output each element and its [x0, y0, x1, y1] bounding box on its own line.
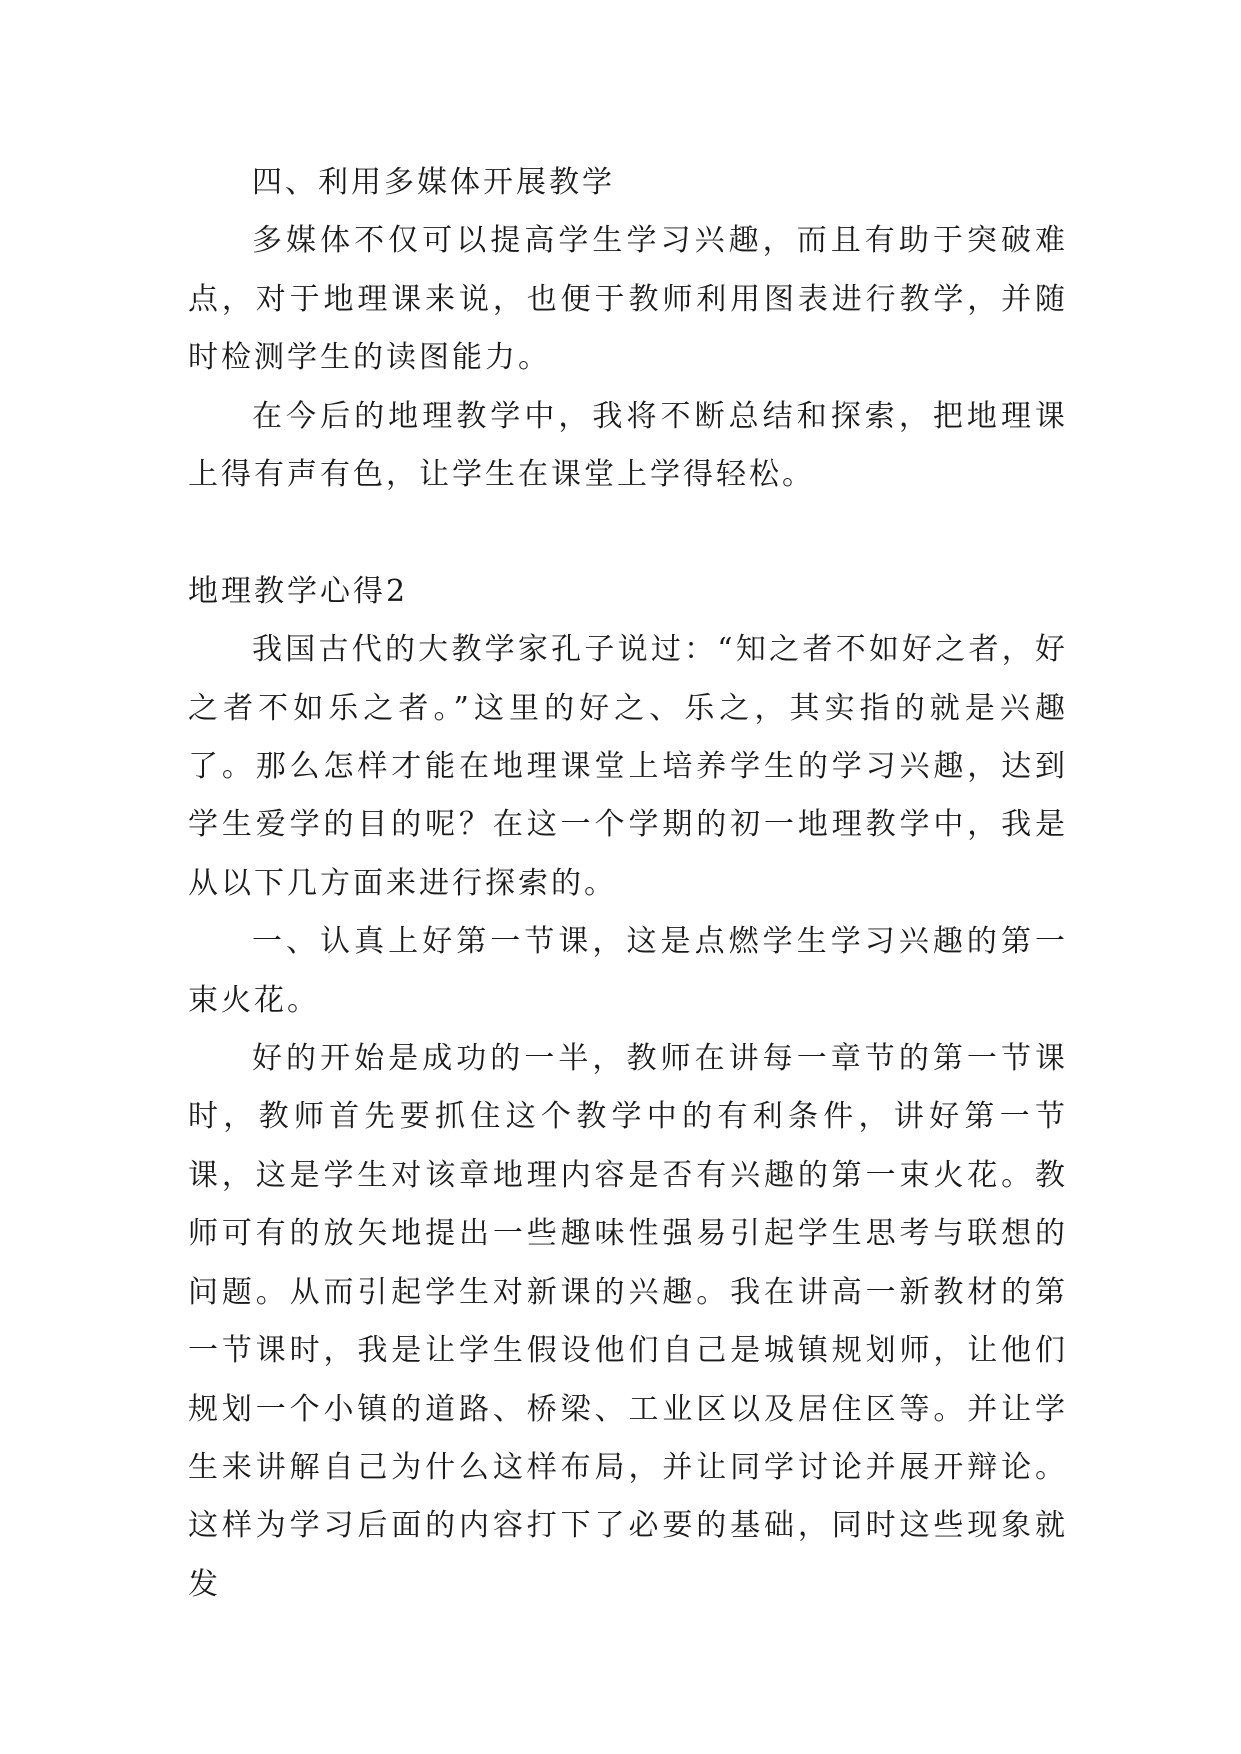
paragraph: 我国古代的大教学家孔子说过：“知之者不如好之者，好之者不如乐之者。”这里的好之、乐之，其实指的就是兴趣了。那么怎样才能在地理课堂上培养学生的学习兴趣，达到学生爱学的目的呢？在这一个学期的初一地理教学中，我是从以下几方面来进行探索的。	[188, 632, 1068, 901]
point-heading: 一、认真上好第一节课，这是点燃学生学习兴趣的第一束火花。	[188, 924, 1068, 1018]
section-heading: 四、利用多媒体开展教学	[252, 165, 615, 200]
article-title: 地理教学心得2	[188, 573, 409, 609]
paragraph: 多媒体不仅可以提高学生学习兴趣，而且有助于突破难点，对于地理课来说，也便于教师利用图表进行教学，并随时检测学生的读图能力。	[188, 223, 1068, 376]
paragraph: 在今后的地理教学中，我将不断总结和探索，把地理课上得有声有色，让学生在课堂上学得轻松。	[188, 398, 1068, 493]
section-spacer	[188, 504, 1068, 562]
paragraph: 好的开始是成功的一半，教师在讲每一章节的第一节课时，教师首先要抓住这个教学中的有利条件，讲好第一节课，这是学生对该章地理内容是否有兴趣的第一束火花。教师可有的放矢地提出一些趣味性强易引起学生思考与联想的问题。从而引起学生对新课的兴趣。我在讲高一新教材的第一节课时，我是让学生假设他们自己是城镇规划师，让他们规划一个小镇的道路、桥梁、工业区以及居住区等。并让学生来讲解自己为什么这样布局，并让同学讨论并展开辩论。这样为学习后面的内容打下了必要的基础，同时这些现象就发	[188, 1041, 1068, 1602]
document-body	[188, 154, 1068, 1614]
